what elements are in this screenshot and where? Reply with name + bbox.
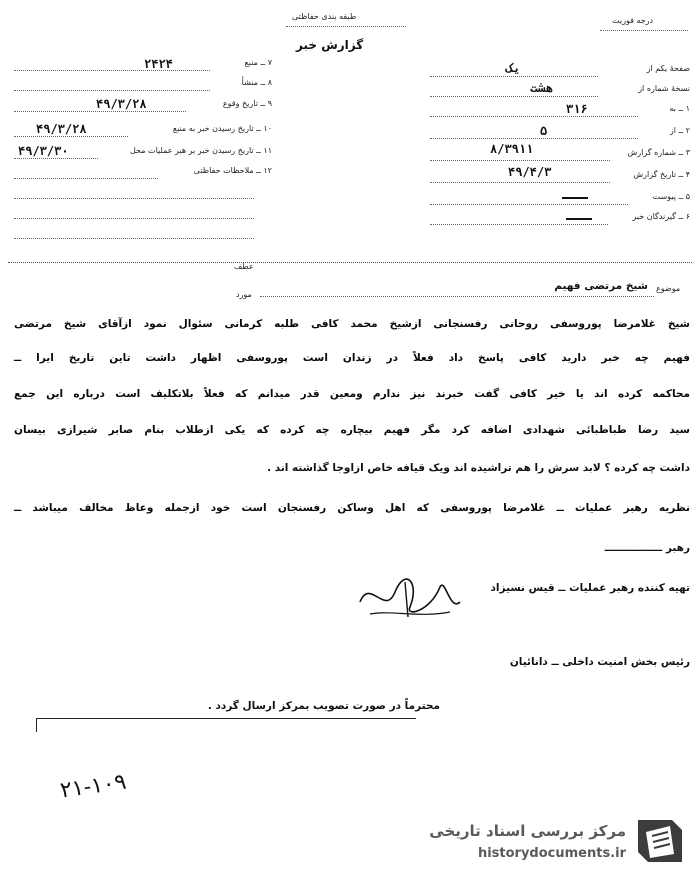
subject-side-note-2: مورد	[236, 290, 252, 299]
chief-title: رئیس بخش امنیت داخلی ــ دانائیان	[509, 656, 690, 668]
classification-label: طبقه بندی حفاظتی	[292, 12, 357, 21]
field-value-received-source: ۴۹/۳/۲۸	[36, 122, 87, 136]
field-label-copy: نسخهٔ شماره از	[638, 84, 690, 93]
subject-label: موضوع	[656, 284, 681, 293]
watermark-logo-icon	[632, 814, 688, 868]
field-value-from: ۵	[540, 124, 548, 138]
field-mark-attachment	[562, 197, 588, 199]
field-label-received-ops: ۱۱ ــ تاریخ رسیدن خبر بر هبر عملیات محل	[130, 146, 272, 155]
handwritten-number: ۲۱-۱۰۹	[58, 769, 128, 804]
body-line-1: شیخ غلامرضا پوروسفی روحانی رفسنجانی ازشیخ محمد کافی طلبه کرمانی سئوال نمود ازآقای شیخ مرتضی	[14, 318, 690, 330]
field-value-copy: هشت	[530, 81, 554, 96]
field-line-from	[430, 138, 638, 139]
field-label-received-source: ۱۰ ــ تاریخ رسیدن خبر به منبع	[172, 124, 272, 133]
field-label-report-number: ۳ ــ شماره گزارش	[627, 148, 690, 157]
field-line-security-notes	[14, 178, 158, 179]
bracket-left-line	[36, 718, 37, 732]
field-line-report-date	[430, 182, 610, 183]
body-line-3: محاکمه کرده اند یا خیر کافی گفت خبرند نیز ندارم ومعین قدر میدانم که فعلاً بلاتکلیف است درباره این جمع	[14, 388, 690, 400]
field-line-copy	[430, 96, 598, 97]
page-title: گزارش خبر	[296, 38, 364, 52]
field-label-to: ۱ ــ به	[669, 104, 690, 113]
assessment-text: نظریه رهبر عملیات ــ غلامرضا پوروسفی که اهل وساکن رفسنجان است خود ازجمله وعاظ مخالف میباشد ــ	[14, 502, 690, 514]
field-line-source	[14, 70, 210, 71]
field-line-received-source	[14, 136, 128, 137]
field-value-report-number: ۸/۳۹۱۱	[490, 142, 534, 156]
field-line-extra-1	[14, 198, 254, 199]
field-line-origin	[14, 90, 210, 91]
field-label-report-date: ۴ ــ تاریخ گزارش	[633, 170, 690, 179]
subject-line	[260, 296, 654, 297]
field-value-report-date: ۴۹/۴/۳	[508, 165, 552, 179]
body-line-2: فهیم چه خبر دارید کافی پاسخ داد فعلاً در زندان است پوروسفی اظهار داشت تاین تاریخ ایرا ــ	[14, 352, 690, 364]
approval-note: محترماً در صورت تصویب بمرکز ارسال گردد .	[207, 700, 440, 712]
section-separator	[8, 262, 692, 263]
field-value-to: ۳۱۶	[566, 102, 588, 116]
field-label-page: صفحهٔ یکم از	[646, 64, 690, 73]
field-label-recipients: ۶ ــ گیرندگان خبر	[632, 212, 690, 221]
field-line-extra-2	[14, 218, 254, 219]
subject-value: شیخ مرتضی فهیم	[554, 280, 648, 292]
body-line-4: سید رضا طباطبائی شهدادی اضافه کرد مگر فهیم بیچاره چه کرده که یکی ازطلاب بنام صابر شیرازی بیسان	[14, 424, 690, 436]
field-value-event-date: ۴۹/۳/۲۸	[96, 97, 147, 111]
field-label-origin: ۸ ــ منشأ	[241, 78, 272, 87]
field-line-attachment	[430, 204, 628, 205]
priority-label: درجه فوریت	[612, 16, 654, 25]
bracket-mark-icon	[28, 700, 700, 750]
field-label-event-date: ۹ ــ تاریخ وقوع	[222, 99, 272, 108]
field-line-page	[430, 76, 598, 77]
subject-side-note-1: عطف	[234, 262, 254, 271]
priority-line	[600, 30, 688, 31]
field-line-recipients	[430, 224, 608, 225]
watermark	[430, 808, 692, 872]
field-line-received-ops	[14, 158, 98, 159]
watermark-text-en: historydocuments.ir	[477, 846, 626, 861]
field-value-source: ۲۴۲۴	[144, 57, 173, 71]
field-label-source: ۷ ــ منبع	[244, 58, 272, 67]
field-label-security-notes: ۱۲ ــ ملاحظات حفاظتی	[193, 166, 272, 175]
field-value-received-ops: ۴۹/۳/۳۰	[18, 144, 69, 158]
footer-dash: رهبر ــــــــــــــــ	[604, 542, 690, 554]
signature-icon	[350, 572, 470, 622]
field-mark-recipients	[566, 218, 592, 220]
field-value-page: یک	[506, 61, 521, 75]
field-line-to	[430, 116, 638, 117]
field-line-report-number	[430, 160, 610, 161]
field-line-event-date	[14, 111, 186, 112]
field-line-extra-3	[14, 238, 254, 239]
body-line-5: داشت چه کرده ؟ لابد سرش را هم تراشیده اند ویک قیافه خاص ازاوجا گذاشته اند .	[267, 462, 690, 474]
field-label-attachment: ۵ ــ پیوست	[652, 192, 690, 201]
classification-line	[286, 26, 406, 27]
watermark-text-fa: مرکز بررسی اسناد تاریخی	[429, 822, 626, 840]
field-label-from: ۲ ــ از	[669, 126, 690, 135]
prepared-by: تهیه کننده رهبر عملیات ــ قیس نسیزاد	[490, 582, 690, 594]
